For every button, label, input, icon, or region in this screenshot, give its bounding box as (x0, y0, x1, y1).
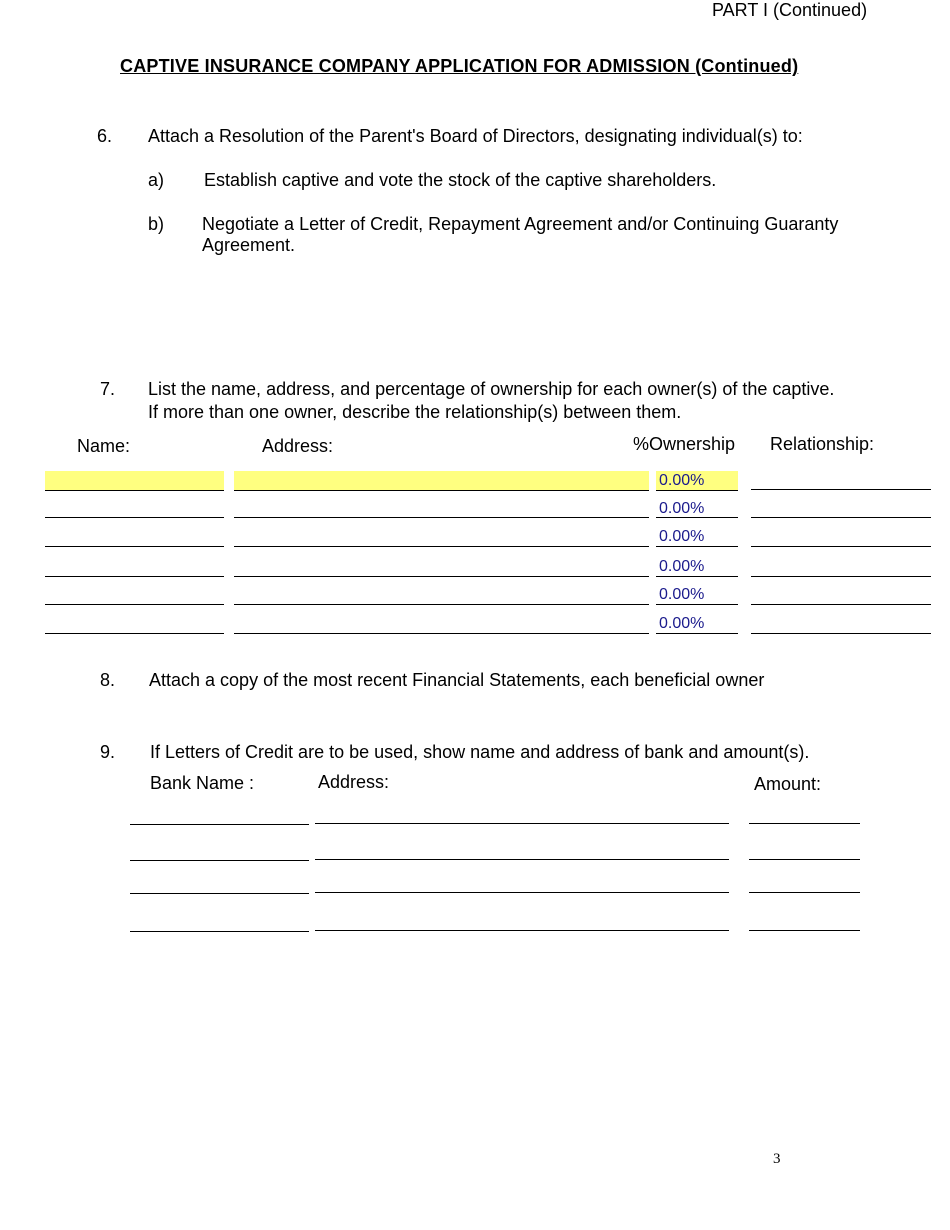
owner-address-header: Address: (262, 436, 334, 456)
owner-address-field[interactable] (234, 546, 649, 547)
owner-ownership-value: 0.00% (659, 586, 705, 603)
owner-relationship-field[interactable] (751, 546, 931, 547)
item6-sub-b-text-line1: Negotiate a Letter of Credit, Repayment Agreement and/or Continuing Guaranty (202, 214, 839, 234)
bank-amount-field[interactable] (749, 892, 860, 893)
item6-sub-a-text: Establish captive and vote the stock of the captive shareholders. (204, 170, 717, 190)
item6-text: Attach a Resolution of the Parent's Board of Directors, designating individual(s) to: (148, 126, 803, 146)
bank-name-field[interactable] (130, 824, 309, 825)
bank-name-field[interactable] (130, 931, 309, 932)
owner-ownership-value: 0.00% (659, 615, 705, 632)
owner-name-field[interactable] (45, 576, 224, 577)
owner-address-field[interactable] (234, 604, 649, 605)
item7-number: 7. (100, 379, 116, 399)
item9-text: If Letters of Credit are to be used, show name and address of bank and amount(s). (150, 742, 810, 762)
bank-amount-field[interactable] (749, 859, 860, 860)
bank-name-field[interactable] (130, 860, 309, 861)
item9-number: 9. (100, 742, 116, 762)
owner-ownership-value: 0.00% (659, 472, 705, 489)
owner-address-field[interactable] (234, 471, 649, 491)
item8-text: Attach a copy of the most recent Financial Statements, each beneficial owner (149, 670, 765, 690)
owner-ownership-value: 0.00% (659, 528, 705, 545)
owner-ownership-field[interactable] (656, 604, 738, 605)
item6-sub-b-label: b) (148, 214, 165, 234)
owner-relationship-header: Relationship: (770, 434, 875, 454)
bank-amount-field[interactable] (749, 823, 860, 824)
owner-relationship-field[interactable] (751, 633, 931, 634)
item7-text-line2: If more than one owner, describe the relationship(s) between them. (148, 402, 682, 422)
owner-ownership-header: %Ownership (633, 434, 736, 454)
owner-address-field[interactable] (234, 576, 649, 577)
owner-ownership-field[interactable] (656, 576, 738, 577)
owner-address-field[interactable] (234, 633, 649, 634)
bank-address-field[interactable] (315, 823, 729, 824)
item6-sub-a-label: a) (148, 170, 165, 190)
owner-name-field[interactable] (45, 604, 224, 605)
bank-amount-header: Amount: (754, 774, 822, 794)
item6-number: 6. (97, 126, 113, 146)
page-title: CAPTIVE INSURANCE COMPANY APPLICATION FOR ADMISSION (Continued) (120, 56, 799, 76)
item7-text-line1: List the name, address, and percentage of ownership for each owner(s) of the captive. (148, 379, 835, 399)
item6-sub-b-text-line2: Agreement. (202, 235, 296, 255)
owner-name-header: Name: (77, 436, 131, 456)
owner-ownership-value: 0.00% (659, 558, 705, 575)
owner-address-field[interactable] (234, 517, 649, 518)
bank-name-header: Bank Name : (150, 773, 255, 793)
owner-ownership-value: 0.00% (659, 500, 705, 517)
bank-amount-field[interactable] (749, 930, 860, 931)
bank-address-header: Address: (318, 772, 390, 792)
owner-ownership-field[interactable] (656, 633, 738, 634)
owner-ownership-field[interactable] (656, 546, 738, 547)
owner-relationship-field[interactable] (751, 517, 931, 518)
owner-name-field[interactable] (45, 517, 224, 518)
owner-name-field[interactable] (45, 471, 224, 491)
bank-address-field[interactable] (315, 892, 729, 893)
owner-relationship-field[interactable] (751, 576, 931, 577)
item8-number: 8. (100, 670, 116, 690)
owner-name-field[interactable] (45, 546, 224, 547)
owner-relationship-field[interactable] (751, 604, 931, 605)
page-number: 3 (773, 1151, 781, 1167)
part-label: PART I (Continued) (712, 0, 868, 20)
bank-address-field[interactable] (315, 859, 729, 860)
bank-address-field[interactable] (315, 930, 729, 931)
owner-name-field[interactable] (45, 633, 224, 634)
bank-name-field[interactable] (130, 893, 309, 894)
owner-relationship-field[interactable] (751, 489, 931, 490)
